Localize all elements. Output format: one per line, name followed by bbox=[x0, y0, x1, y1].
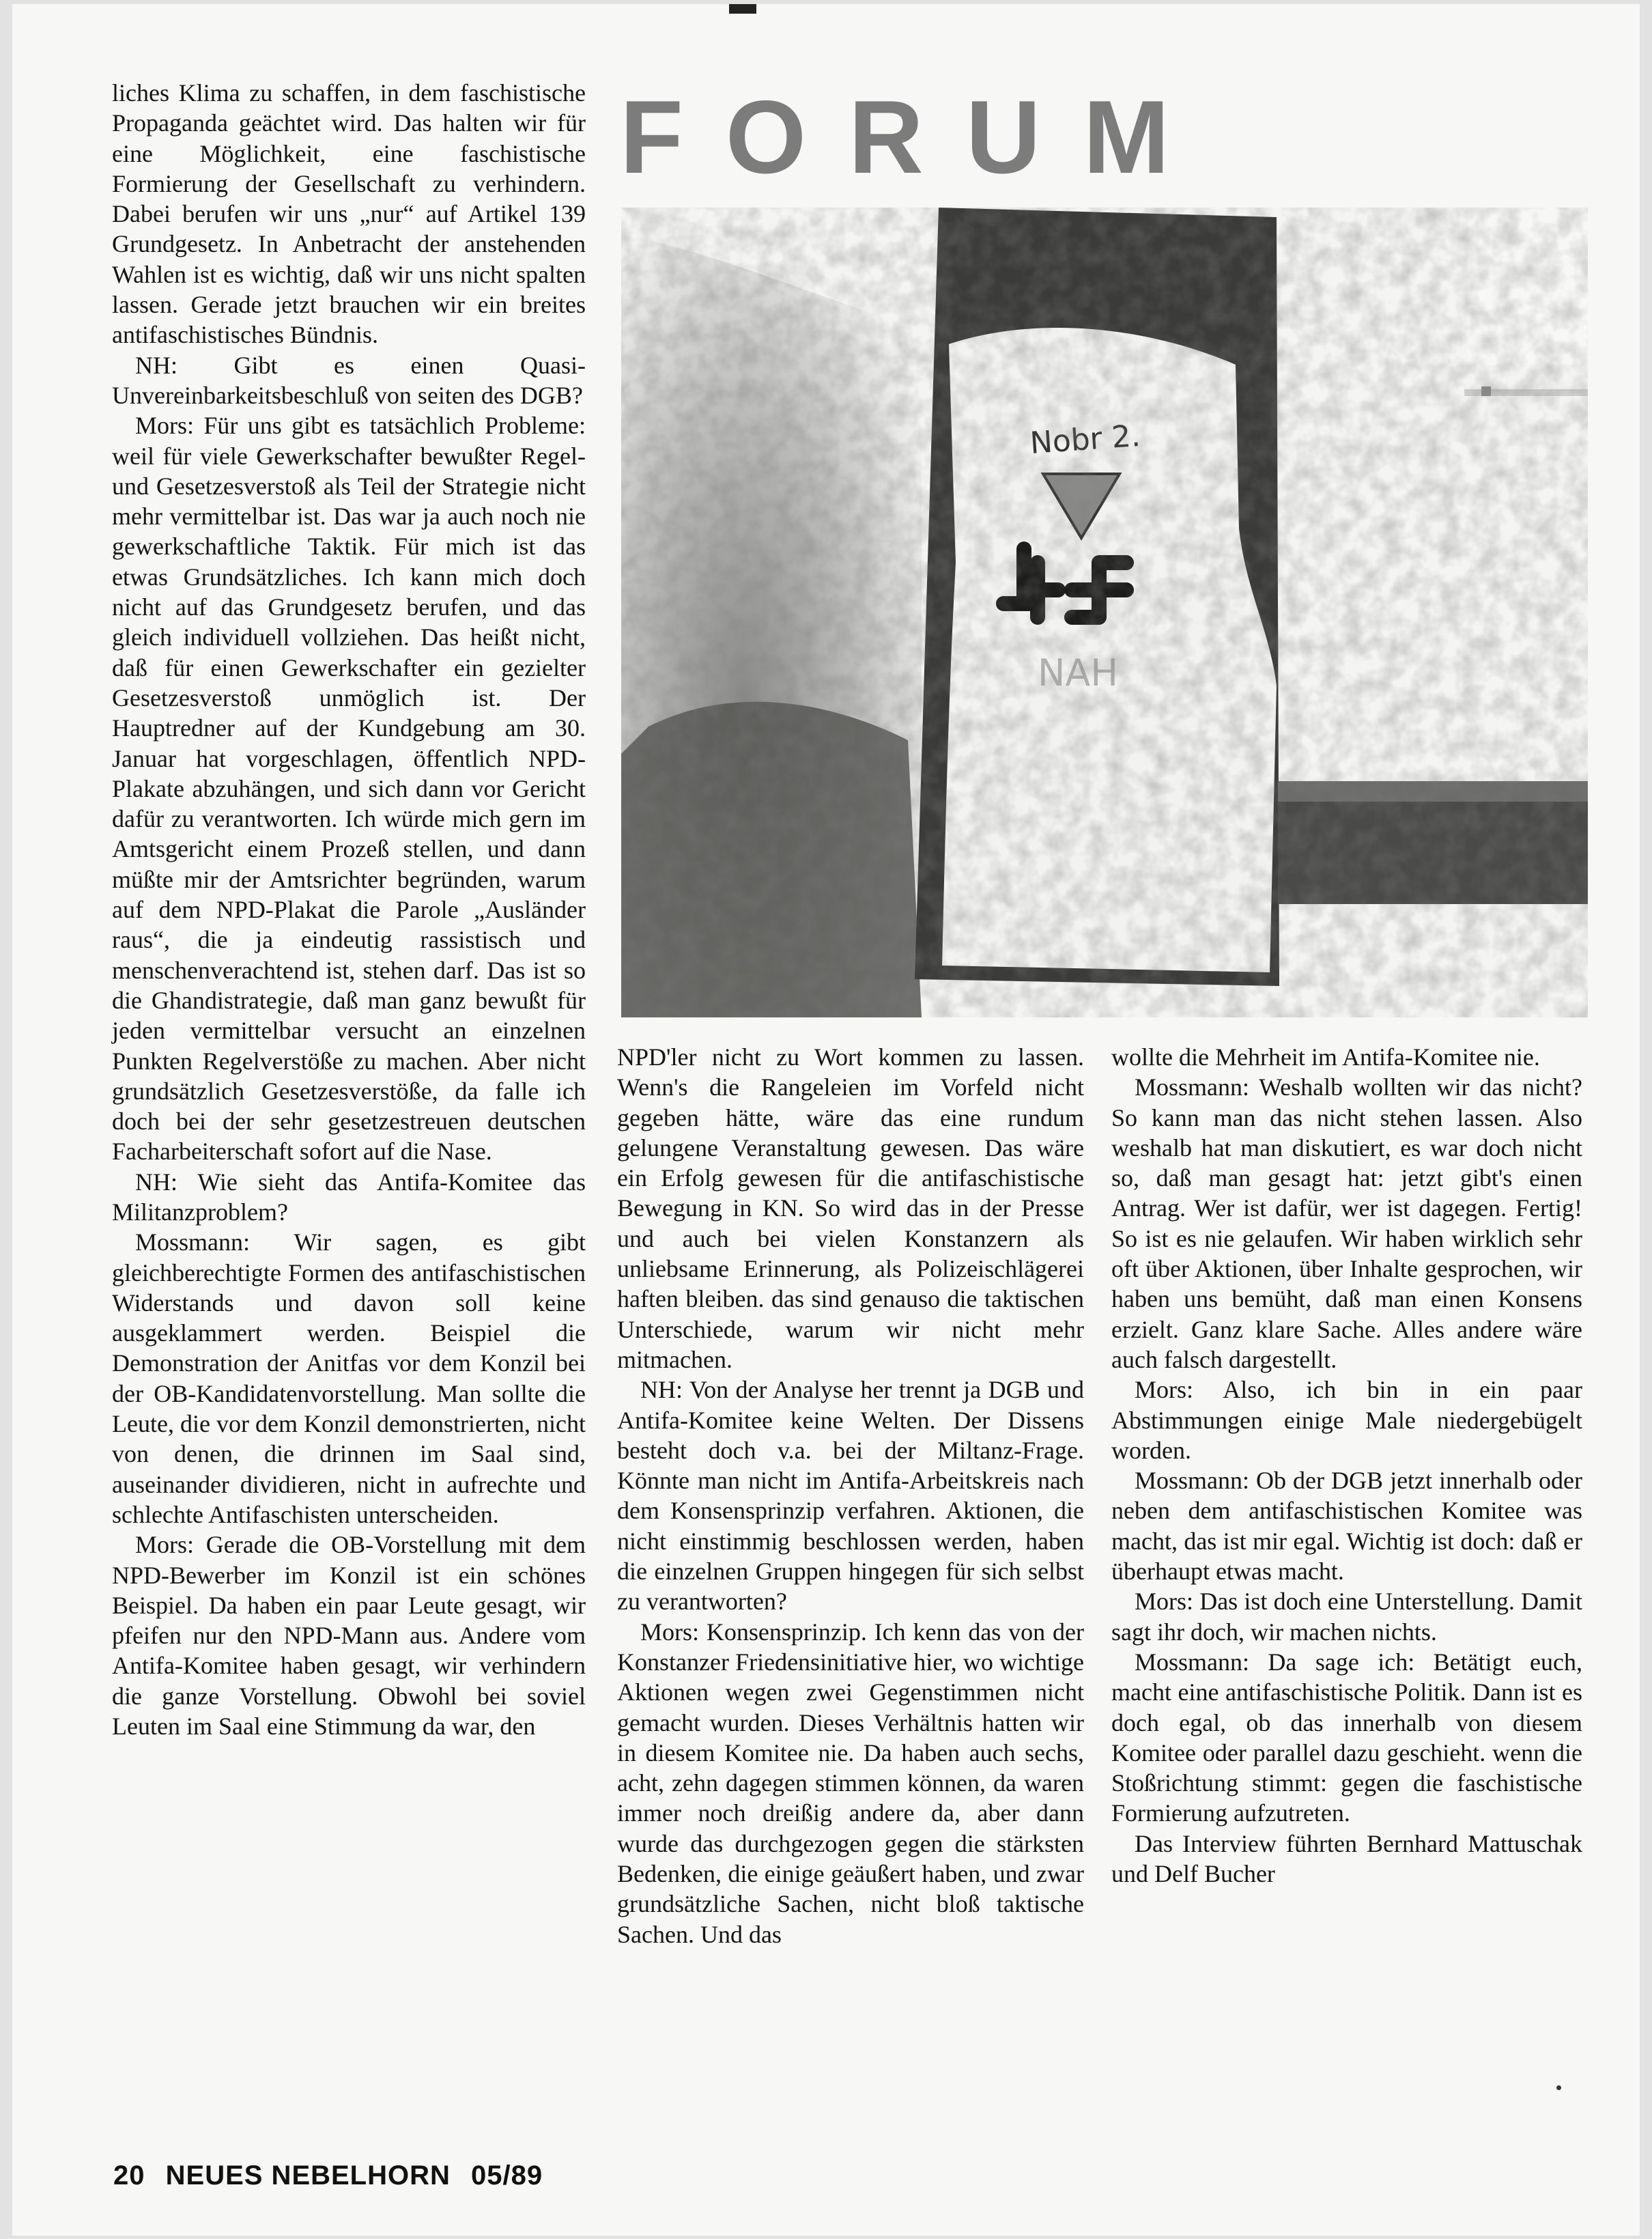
paragraph: Mors: Für uns gibt es tatsächlich Probleme: weil für viele Gewerkschafter bewußter Regel- und Gesetzesverstoß als Teil der Strategie nicht mehr vermittelbar ist. Das war ja auch noch nie gewerkschaftliche Taktik. Für mich ist das etwas Grundsätzliches. Ich kann mich doch nicht auf das Grundgesetz berufen, und das gleich individuell vollziehen. Das heißt nicht, daß für einen Gewerkschafter ein gezielter Gesetzesverstoß unmöglich ist. Der Hauptredner auf der Kundgebung am 30. Januar hat vorgeschlagen, öffentlich NPD-Plakate abzuhängen, und sich dann vor Gericht dafür zu verantworten. Ich würde mich gern im Amtsgericht einem Prozeß stellen, und dann müßte mir der Amtsrichter begründen, warum auf dem NPD-Plakat die Parole „Ausländer raus“, die ja eindeutig rassistisch und menschenverachtend ist, stehen darf. Das ist so die Ghandistrategie, daß man ganz bewußt für jeden vermittelbar versucht an einzelnen Punkten Regelverstöße zu machen. Aber nicht grundsätzlich Gesetzesverstöße, da falle ich doch bei der sehr gesetzestreuen deutschen Facharbeiterschaft sofort auf die Nase. bbox=[112, 412, 586, 1166]
magazine-page bbox=[12, 4, 1640, 2236]
article-column-3 bbox=[1111, 1042, 1582, 1889]
scan-mark bbox=[729, 4, 756, 14]
paragraph: NPD'ler nicht zu Wort kommen zu lassen. Wenn's die Rangeleien im Vorfeld nicht gegeben hätte, wäre das eine rundum gelungene Veranstaltung gewesen. Das wäre ein Erfolg gewesen für die antifaschistische Bewegung in KN. So wird das in der Presse und auch bei vielen Konstanzern als unliebsame Erinnerung, als Polizeischlägerei haften bleiben. das sind genauso die taktischen Unterschiede, warum wir nicht mehr mitmachen. bbox=[617, 1043, 1084, 1373]
magazine-name: NEUES NEBELHORN bbox=[165, 2160, 451, 2191]
paragraph: Mossmann: Da sage ich: Betätigt euch, macht eine antifaschistische Politik. Dann ist es doch egal, ob das innerhalb von diesem Komitee oder parallel dazu geschieht. wenn die Stoßrichtung stimmt: gegen die faschistische Formierung aufzutreten. bbox=[1111, 1648, 1582, 1827]
ink-dot bbox=[1556, 2085, 1561, 2090]
paragraph: NH: Gibt es einen Quasi-Unvereinbarkeitsbeschluß von seiten des DGB? bbox=[112, 351, 586, 409]
paragraph: Mossmann: Weshalb wollten wir das nicht? So kann man das nicht stehen lassen. Also weshalb hat man diskutiert, es war doch nicht so, daß man gesagt hat: jetzt gibt's einen Antrag. Wer ist dafür, wer ist dagegen. Fertig! So ist es nie gelaufen. Wir haben wirklich sehr oft über Aktionen, über Inhalte gesprochen, wir haben uns bemüht, daß man einen Konsens erzielt. Ganz klare Sache. Alles andere wäre auch falsch dargestellt. bbox=[1111, 1073, 1582, 1373]
paragraph: wollte die Mehrheit im Antifa-Komitee nie. bbox=[1111, 1043, 1540, 1071]
article-column-2 bbox=[617, 1042, 1084, 1949]
paragraph: Mossmann: Wir sagen, es gibt gleichberechtigte Formen des antifaschistischen Widerstands und davon soll keine ausgeklammert werden. Beispiel die Demonstration der Anitfas vor dem Konzil bei der OB-Kandidatenvorstellung. Man sollte die Leute, die vor dem Konzil demonstrierten, nicht von denen, die drinnen im Saal sind, auseinander dividieren, nicht in aufrechte und schlechte Antifaschisten unterscheiden. bbox=[112, 1228, 586, 1528]
graffiti-photo bbox=[621, 208, 1588, 1017]
paragraph: Mors: Konsensprinzip. Ich kenn das von der Konstanzer Friedensinitiative hier, wo wichtige Aktionen wegen zwei Gegenstimmen nicht gemacht wurden. Dieses Verhältnis hatten wir in diesem Komitee nie. Da haben auch sechs, acht, zehn dagegen stimmen können, da waren immer noch dreißig andere da, aber dann wurde das durchgezogen gegen die stärksten Bedenken, die einige geäußert haben, und zwar grundsätzliche Sachen, nicht bloß taktische Sachen. Und das bbox=[617, 1618, 1084, 1948]
paragraph: Mossmann: Ob der DGB jetzt innerhalb oder neben dem antifaschistischen Komitee was macht, das ist mir egal. Wichtig ist doch: daß er überhaupt etwas macht. bbox=[1111, 1467, 1582, 1586]
page-number: 20 bbox=[113, 2160, 145, 2191]
paragraph: Mors: Das ist doch eine Unterstellung. Damit sagt ihr doch, wir machen nichts. bbox=[1111, 1588, 1582, 1646]
photo-illustration bbox=[621, 208, 1588, 1017]
photo-grain bbox=[621, 208, 1588, 1017]
paragraph: NH: Wie sieht das Antifa-Komitee das Militanzproblem? bbox=[112, 1168, 586, 1226]
issue-number: 05/89 bbox=[471, 2160, 543, 2191]
section-title: FORUM bbox=[620, 79, 1212, 195]
paragraph: Mors: Also, ich bin in ein paar Abstimmungen einige Male niedergebügelt worden. bbox=[1111, 1376, 1582, 1464]
page-footer bbox=[113, 2160, 555, 2191]
paragraph: liches Klima zu schaffen, in dem faschistische Propaganda geächtet wird. Das halten wir für eine Möglichkeit, eine faschistische Formierung der Gesellschaft zu verhindern. Dabei berufen wir uns „nur“ auf Artikel 139 Grundgesetz. In Anbetracht der anstehenden Wahlen ist es wichtig, daß wir uns nicht spalten lassen. Gerade jetzt brauchen wir ein breites antifaschistisches Bündnis. bbox=[112, 79, 586, 349]
article-column-1 bbox=[112, 78, 586, 1741]
paragraph: Mors: Gerade die OB-Vorstellung mit dem NPD-Bewerber im Konzil ist ein schönes Beispiel. Da haben ein paar Leute gesagt, wir pfeifen nur den NPD-Mann aus. Andere vom Antifa-Komitee haben gesagt, wir verhindern die ganze Vorstellung. Obwohl bei soviel Leuten im Saal eine Stimmung da war, den bbox=[112, 1531, 586, 1741]
paragraph: NH: Von der Analyse her trennt ja DGB und Antifa-Komitee keine Welten. Der Dissens besteht doch v.a. bei der Miltanz-Frage. Könnte man nicht im Antifa-Arbeitskreis nach dem Konsensprinzip verfahren. Aktionen, die nicht einstimmig beschlossen werden, haben die einzelnen Gruppen hingegen für sich selbst zu verantworten? bbox=[617, 1376, 1084, 1616]
interview-credit: Das Interview führten Bernhard Mattuschak und Delf Bucher bbox=[1111, 1829, 1582, 1888]
